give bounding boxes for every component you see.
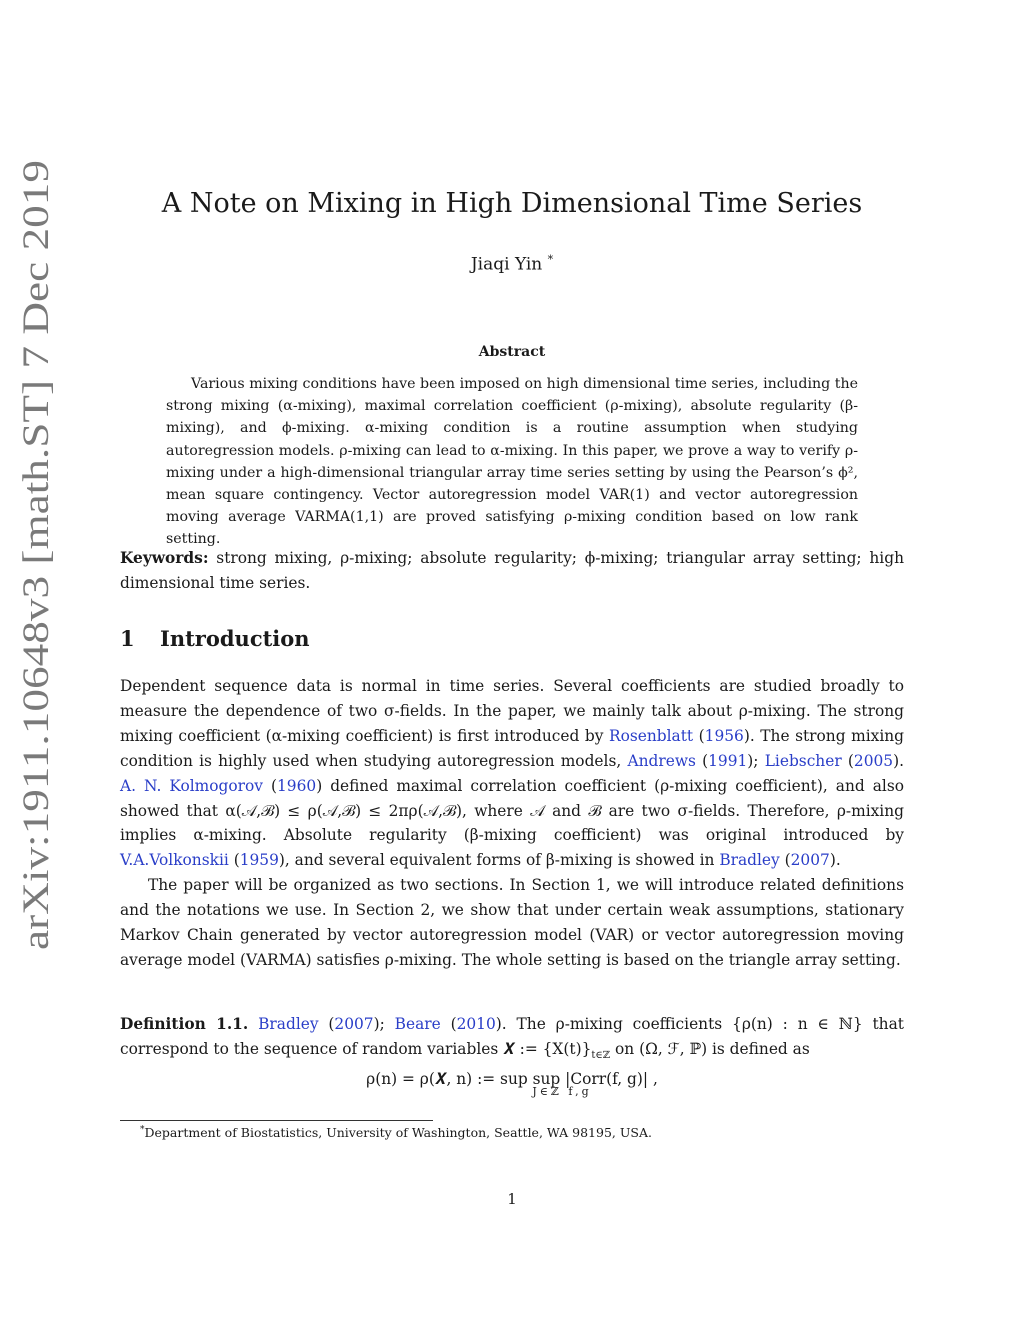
text-run: (: [779, 851, 791, 870]
paper-title: A Note on Mixing in High Dimensional Time Series: [161, 188, 863, 219]
text-run: (: [318, 1015, 335, 1033]
footnote-text: Department of Biostatistics, University of Washington, Seattle, WA 98195, USA.: [144, 1125, 652, 1141]
citation-year-link[interactable]: 1991: [708, 751, 748, 770]
citation-year-link[interactable]: 2007: [790, 851, 830, 870]
citation-link[interactable]: V.A.Volkonskii: [120, 851, 229, 870]
intro-paragraph-1: [120, 674, 904, 873]
abstract-text: Various mixing conditions have been imposed on high dimensional time series, including the strong mixing (α-mixing), maximal correlation coefficient (ρ-mixing), absolute regularity (β-mixing), and ϕ-mixing. α-mixing condition is a routine assumption when studying autoregression models. ρ-mixing can lead to α-mixing. In this paper, we prove a way to verify ρ-mixing under a high-dimensional triangular array time series setting by using the Pearson’s ϕ², mean square contingency. Vector autoregression model VAR(1) and vector autoregression moving average VARMA(1,1) are proved satisfying ρ-mixing condition based on low rank setting.: [166, 376, 858, 548]
citation-year-link[interactable]: 1960: [277, 776, 317, 795]
text-run: (: [228, 851, 240, 870]
intro-paragraph-2: The paper will be organized as two sections. In Section 1, we will introduce related definitions and the notations we use. In Section 2, we show that under certain weak assumptions, stationary Markov Chain generated by vector autoregression model (VAR) or vector autoregression moving average model (VARMA) satisfies ρ-mixing. The whole setting is based on the triangle array setting.: [120, 876, 904, 969]
text-run: (: [262, 776, 278, 795]
text-run: (: [693, 726, 705, 745]
text-run: ).: [893, 751, 904, 770]
footnote-rule: [120, 1120, 433, 1121]
text-run: Dependent sequence data is normal in time series. Several coefficients are studied broadly to measure the dependence of two σ-fields. In the paper, we mainly talk about ρ-mixing. The strong mixing coefficient (α-mixing coefficient) is first introduced by: [120, 677, 904, 745]
text-run: (: [440, 1015, 457, 1033]
citation-year-link[interactable]: 2007: [334, 1015, 374, 1033]
rho-mixing-equation: [120, 1070, 904, 1098]
text-run: ). The ρ-mixing coefficients {ρ(n) : n ∈ ℕ} that correspond to the sequence of random variables 𝑿 := {X(t)}: [120, 1015, 904, 1058]
author-line: [120, 253, 904, 275]
text-run: ).: [829, 851, 841, 870]
author-name: Jiaqi Yin: [470, 254, 543, 275]
subscript: t∈ℤ: [591, 1049, 611, 1061]
definition-label: Definition 1.1.: [120, 1015, 249, 1033]
citation-link[interactable]: Bradley: [719, 851, 780, 870]
text-run: on (Ω, ℱ, ℙ) is defined as: [610, 1039, 810, 1058]
keywords: [120, 546, 904, 595]
abstract-heading: Abstract: [478, 344, 546, 360]
intro-body: [120, 674, 904, 973]
citation-year-link[interactable]: 2005: [853, 751, 894, 770]
citation-year-link[interactable]: 1959: [239, 851, 279, 870]
text-run: (: [695, 751, 709, 770]
text-run: );: [747, 751, 765, 770]
arxiv-stamp-text: arXiv:1911.10648v3 [math.ST] 7 Dec 2019: [16, 303, 57, 950]
definition-1-1: [120, 1012, 904, 1069]
keywords-text: strong mixing, ρ-mixing; absolute regularity; ϕ-mixing; triangular array setting; high dimensional time series.: [120, 549, 904, 592]
equation-main: ρ(n) = ρ(𝑿, n) := sup sup |Corr(f, g)| ,: [366, 1070, 658, 1088]
citation-link[interactable]: Bradley: [258, 1015, 319, 1033]
text-run: );: [373, 1015, 395, 1033]
text-run: ). The strong mixing condition is highly used when studying autoregression models,: [120, 726, 905, 770]
section-number: 1: [120, 626, 135, 651]
abstract: [166, 373, 858, 551]
section-heading: [120, 626, 904, 651]
citation-year-link[interactable]: 2010: [456, 1015, 496, 1033]
footnote: [140, 1125, 900, 1140]
citation-link[interactable]: Liebscher: [764, 751, 842, 770]
author-footnote-mark[interactable]: *: [547, 253, 554, 266]
keywords-label: Keywords:: [120, 549, 209, 567]
text-run: ) defined maximal correlation coefficient (ρ-mixing coefficient), and also showed that α(𝒜,ℬ) ≤ ρ(𝒜,ℬ) ≤ 2πρ(𝒜,ℬ), where 𝒜 and ℬ are two σ-fields. Therefore, ρ-mixing implies α-mixing. Absolute regularity (β-mixing coefficient) was original introduced by: [120, 776, 905, 845]
citation-link[interactable]: Rosenblatt: [609, 726, 694, 745]
citation-link[interactable]: Beare: [394, 1015, 441, 1033]
arxiv-stamp-svg: [8, 150, 60, 970]
arxiv-stamp: [8, 150, 60, 970]
page-number: 1: [507, 1190, 517, 1208]
citation-year-link[interactable]: 1956: [704, 726, 744, 745]
footnote-mark: *: [140, 1125, 145, 1135]
citation-link[interactable]: Andrews: [627, 751, 696, 770]
equation-subscripts: J∈ℤ f,g: [532, 1085, 592, 1098]
text-run: ), and several equivalent forms of β-mixing is showed in: [278, 851, 720, 870]
citation-link[interactable]: A. N. Kolmogorov: [120, 776, 263, 795]
text-run: (: [841, 751, 854, 770]
section-title: Introduction: [160, 626, 310, 651]
